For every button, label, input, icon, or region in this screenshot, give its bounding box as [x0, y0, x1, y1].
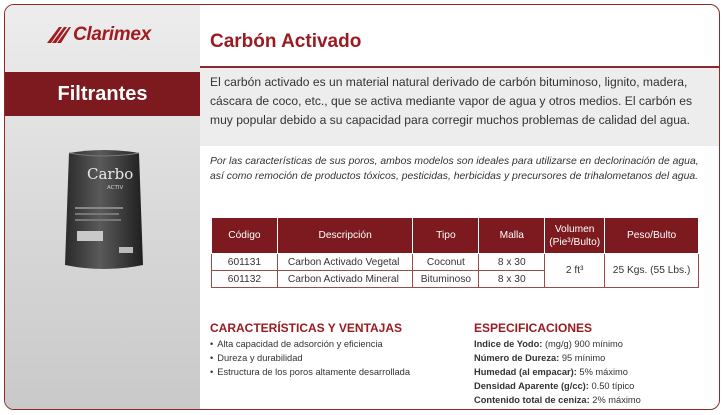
header-peso: Peso/Bulto: [605, 218, 699, 254]
specs-list: [474, 337, 641, 407]
specs-title: ESPECIFICACIONES: [474, 321, 593, 335]
spec-row: [474, 365, 641, 379]
list-item: • Alta capacidad de adsorción y eficiencia: [210, 337, 410, 351]
features-list: [210, 337, 410, 379]
cell-malla: 8 x 30: [479, 254, 545, 271]
spec-value: 95 mínimo: [559, 353, 606, 363]
category-label: Filtrantes: [57, 82, 148, 105]
spec-value: 5% máximo: [576, 367, 628, 377]
cell-malla: 8 x 30: [479, 271, 545, 288]
clarimex-logo: [43, 23, 151, 47]
cell-descripcion: Carbon Activado Mineral: [277, 271, 413, 288]
spec-row: [474, 393, 641, 407]
cell-descripcion: Carbon Activado Vegetal: [277, 254, 413, 271]
title-bar: [200, 5, 719, 65]
header-volumen: [545, 218, 605, 254]
product-sheet: [4, 4, 720, 410]
spec-label: Contenido total de ceniza:: [474, 395, 590, 405]
bag-brand-text: Carbo: [87, 165, 134, 183]
cell-peso: 25 Kgs. (55 Lbs.): [605, 254, 699, 288]
header-malla: Malla: [479, 218, 545, 254]
swoosh-icon: [43, 23, 71, 47]
page-title: Carbón Activado: [210, 31, 362, 52]
brand-name: Clarimex: [73, 24, 151, 45]
table-header-row: [212, 218, 699, 254]
features-title: CARACTERÍSTICAS Y VENTAJAS: [210, 321, 403, 335]
header-descripcion: Descripción: [277, 218, 413, 254]
cell-codigo: 601132: [212, 271, 278, 288]
spec-label: Número de Dureza:: [474, 353, 560, 363]
list-item: • Dureza y durabilidad: [210, 351, 410, 365]
header-tipo: Tipo: [413, 218, 479, 254]
logo-area: [5, 5, 200, 65]
table-row: [212, 254, 699, 271]
header-volumen-line2: (Pie³/Bulto): [549, 236, 601, 248]
spec-value: (mg/g) 900 mínimo: [542, 339, 623, 349]
spec-value: 0.50 típico: [588, 381, 635, 391]
header-volumen-line1: Volumen: [554, 223, 595, 235]
sidebar: [5, 5, 200, 409]
cell-volumen: 2 ft³: [545, 254, 605, 288]
spec-label: Densidad Aparente (g/cc):: [474, 381, 589, 391]
spec-label: Indice de Yodo:: [474, 339, 543, 349]
cell-tipo: Bituminoso: [413, 271, 479, 288]
cell-codigo: 601131: [212, 254, 278, 271]
spec-row: [474, 379, 641, 393]
list-item: • Estructura de los poros altamente desarrollada: [210, 365, 410, 379]
intro-text: El carbón activado es un material natural derivado de carbón bituminoso, lignito, madera, cáscara de coco, etc., que se activa mediante vapor de agua y otros medios. El carbón es muy popular debido a su capacidad para corregir muchos problemas de calidad del agua.: [210, 75, 693, 127]
product-table: [211, 217, 699, 288]
spec-row: [474, 351, 641, 365]
spec-value: 2% máximo: [589, 395, 641, 405]
intro-band: [200, 68, 719, 146]
main-content: [200, 5, 719, 409]
usage-note: Por las características de sus poros, ambos modelos son ideales para utilizarse en declorinación de agua, así como remoción de productos tóxicos, pesticidas, herbicidas y precursores de trihalometanos del agua.: [210, 156, 699, 182]
spec-row: [474, 337, 641, 351]
header-codigo: Código: [212, 218, 278, 254]
spec-label: Humedad (al empacar):: [474, 367, 577, 377]
carbon-bag-image: [63, 147, 145, 275]
cell-tipo: Coconut: [413, 254, 479, 271]
category-banner: [5, 72, 200, 116]
bag-sub-text: ACTIV: [107, 185, 124, 191]
